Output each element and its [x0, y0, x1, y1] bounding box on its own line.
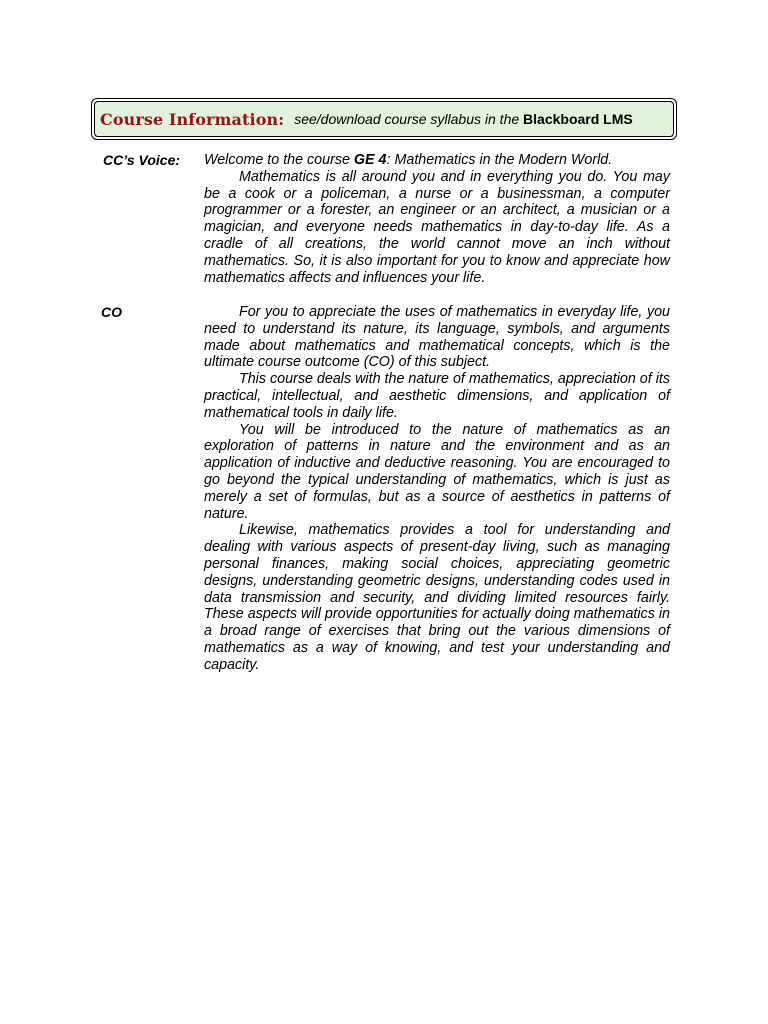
course-information-banner: [94, 101, 674, 137]
course-code: GE 4: [353, 152, 387, 168]
welcome-prefix: Welcome to the course: [204, 152, 354, 168]
co-label: CO: [101, 304, 122, 320]
cc-voice-paragraph: Mathematics is all around you and in everything you do. You may be a cook or a policeman, a nurse or a businessman, a computer programmer or a forester, an engineer or an architect, a musician or a magician, and everyone needs mathematics in day-to-day life. As a cradle of all creations, the world cannot move an inch without mathematics. So, it is also important for you to know and appreciate how mathematics affects and influences your life.: [204, 168, 670, 286]
welcome-suffix: : Mathematics in the Modern World.: [386, 152, 613, 168]
welcome-line: [204, 152, 670, 169]
co-paragraph-1: For you to appreciate the uses of mathematics in everyday life, you need to understand its nature, its language, symbols, and arguments made about mathematics and mathematical concepts, which is the ultimate course outcome (CO) of this subject.: [204, 304, 670, 371]
co-section: [204, 304, 670, 674]
cc-voice-section: [204, 152, 670, 286]
co-paragraph-2: This course deals with the nature of mathematics, appreciation of its practical, intellectual, and aesthetic dimensions, and application of mathematical tools in daily life.: [204, 371, 670, 421]
cc-voice-label: CC’s Voice:: [103, 152, 181, 168]
syllabus-note-text: see/download course syllabus in the: [294, 111, 520, 127]
syllabus-note: [294, 111, 633, 127]
course-information-title: Course Information:: [100, 109, 285, 129]
course-information-box: [91, 98, 677, 140]
co-paragraph-3: You will be introduced to the nature of mathematics as an exploration of patterns in nature and the environment and as an application of inductive and deductive reasoning. You are encouraged to go beyond the typical understanding of mathematics, which is just as merely a set of formulas, but as a source of aesthetics in patterns of nature.: [204, 421, 670, 522]
blackboard-lms-link[interactable]: Blackboard LMS: [523, 111, 633, 127]
co-paragraph-4: Likewise, mathematics provides a tool for understanding and dealing with various aspects of present-day living, such as managing personal finances, making social choices, appreciating geometric designs, understanding geometric designs, understanding codes used in data transmission and security, and dividing limited resources fairly. These aspects will provide opportunities for actually doing mathematics in a broad range of exercises that bring out the various dimensions of mathematics as a way of knowing, and test your understanding and capacity.: [204, 522, 670, 673]
